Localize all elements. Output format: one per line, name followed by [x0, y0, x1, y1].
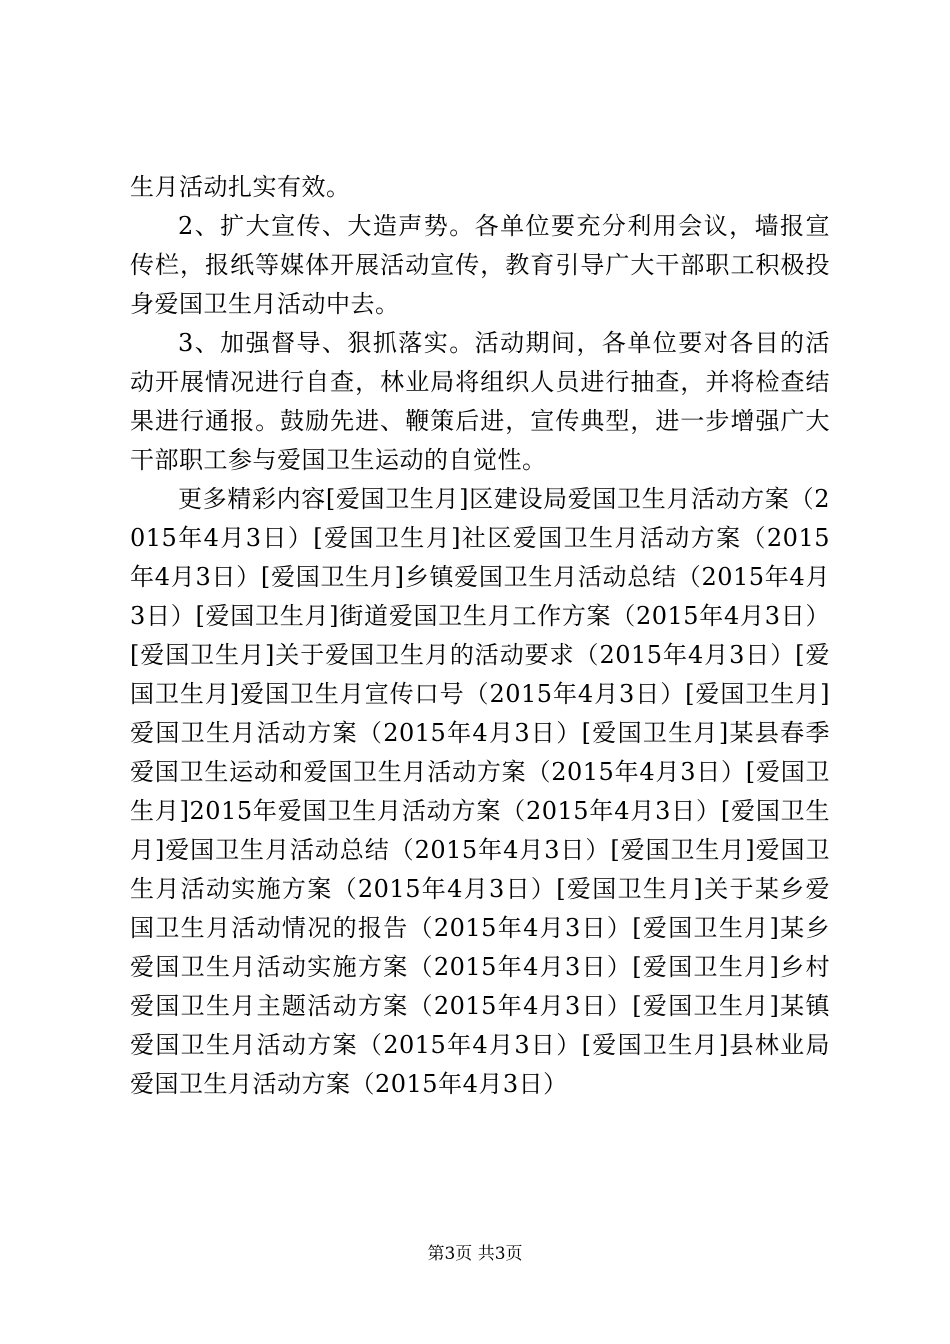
paragraph-continued: 生月活动扎实有效。: [130, 173, 351, 201]
paragraph-supervision: 3、加强督导、狠抓落实。活动期间，各单位要对各目的活动开展情况进行自查，林业局将组织人员进行抽查，并将检查结果进行通报。鼓励先进、鞭策后进，宣传典型，进一步增强广大干部职工参与爱国卫生运动的自觉性。: [130, 329, 830, 474]
page-footer: [0, 1242, 950, 1266]
document-body: [130, 168, 830, 1104]
paragraph-publicity: 2、扩大宣传、大造声势。各单位要充分利用会议，墙报宣传栏，报纸等媒体开展活动宣传，教育引导广大干部职工积极投身爱国卫生月活动中去。: [130, 212, 830, 318]
page-number-indicator: 第3页 共3页: [427, 1244, 523, 1264]
paragraph-more-content: 更多精彩内容[爱国卫生月]区建设局爱国卫生月活动方案（2015年4月3日）[爱国卫生月]社区爱国卫生月活动方案（2015年4月3日）[爱国卫生月]乡镇爱国卫生月活动总结（2015年4月3日）[爱国卫生月]街道爱国卫生月工作方案（2015年4月3日）[爱国卫生月]关于爱国卫生月的活动要求（2015年4月3日）[爱国卫生月]爱国卫生月宣传口号（2015年4月3日）[爱国卫生月]爱国卫生月活动方案（2015年4月3日）[爱国卫生月]某县春季爱国卫生运动和爱国卫生月活动方案（2015年4月3日）[爱国卫生月]2015年爱国卫生月活动方案（2015年4月3日）[爱国卫生月]爱国卫生月活动总结（2015年4月3日）[爱国卫生月]爱国卫生月活动实施方案（2015年4月3日）[爱国卫生月]关于某乡爱国卫生月活动情况的报告（2015年4月3日）[爱国卫生月]某乡爱国卫生月活动实施方案（2015年4月3日）[爱国卫生月]乡村爱国卫生月主题活动方案（2015年4月3日）[爱国卫生月]某镇爱国卫生月活动方案（2015年4月3日）[爱国卫生月]县林业局爱国卫生月活动方案（2015年4月3日）: [130, 485, 830, 1098]
